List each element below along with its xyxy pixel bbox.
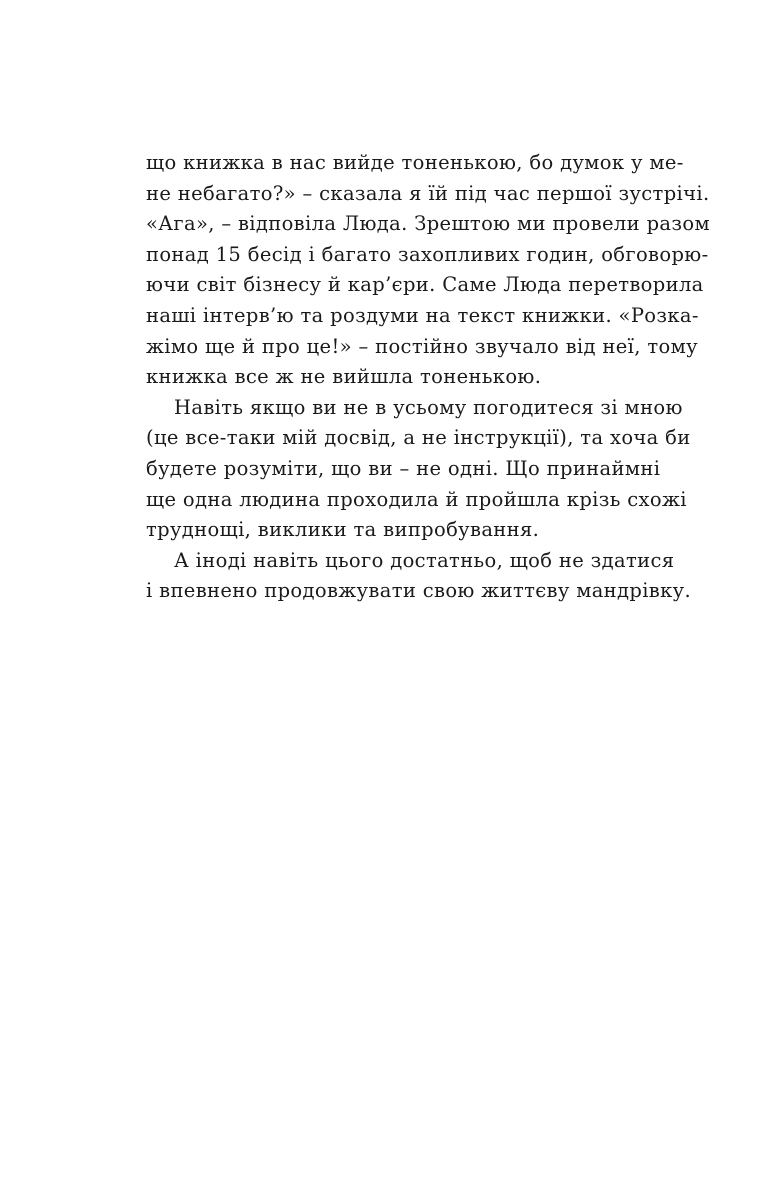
text-line: ще одна людина проходила й пройшла крізь схожі <box>146 487 687 511</box>
text-line: Навіть якщо ви не в усьому погодитеся зі мною <box>174 395 683 419</box>
text-line: труднощі, виклики та випробування. <box>146 518 540 542</box>
paragraph <box>146 148 710 393</box>
text-line: «Ага», – відповіла Люда. Зрештою ми провели разом <box>146 212 710 236</box>
text-line: наші інтерв’ю та роздуми на текст книжки. «Розка- <box>146 303 699 327</box>
text-line: будете розуміти, що ви – не одні. Що принаймні <box>146 456 661 480</box>
text-line: книжка все ж не вийшла тоненькою. <box>146 365 542 389</box>
paragraph <box>146 393 691 546</box>
text-line: жімо ще й про це!» – постійно звучало від неї, тому <box>146 334 698 358</box>
text-line: що книжка в нас вийде тоненькою, бо думок у ме- <box>146 151 684 174</box>
text-line: і впевнено продовжувати свою життєву мандрівку. <box>146 579 692 603</box>
paragraph <box>146 546 692 607</box>
text-line: А іноді навіть цього достатньо, щоб не здатися <box>174 548 675 572</box>
body-text <box>146 148 710 607</box>
text-line: понад 15 бесід і багато захопливих годин, обговорю- <box>146 242 709 266</box>
text-line: ючи світ бізнесу й кар’єри. Саме Люда перетворила <box>146 273 704 297</box>
text-line: не небагато?» – сказала я їй під час першої зустрічі. <box>146 181 710 205</box>
text-line: (це все-таки мій досвід, а не інструкції), та хоча би <box>146 426 691 450</box>
